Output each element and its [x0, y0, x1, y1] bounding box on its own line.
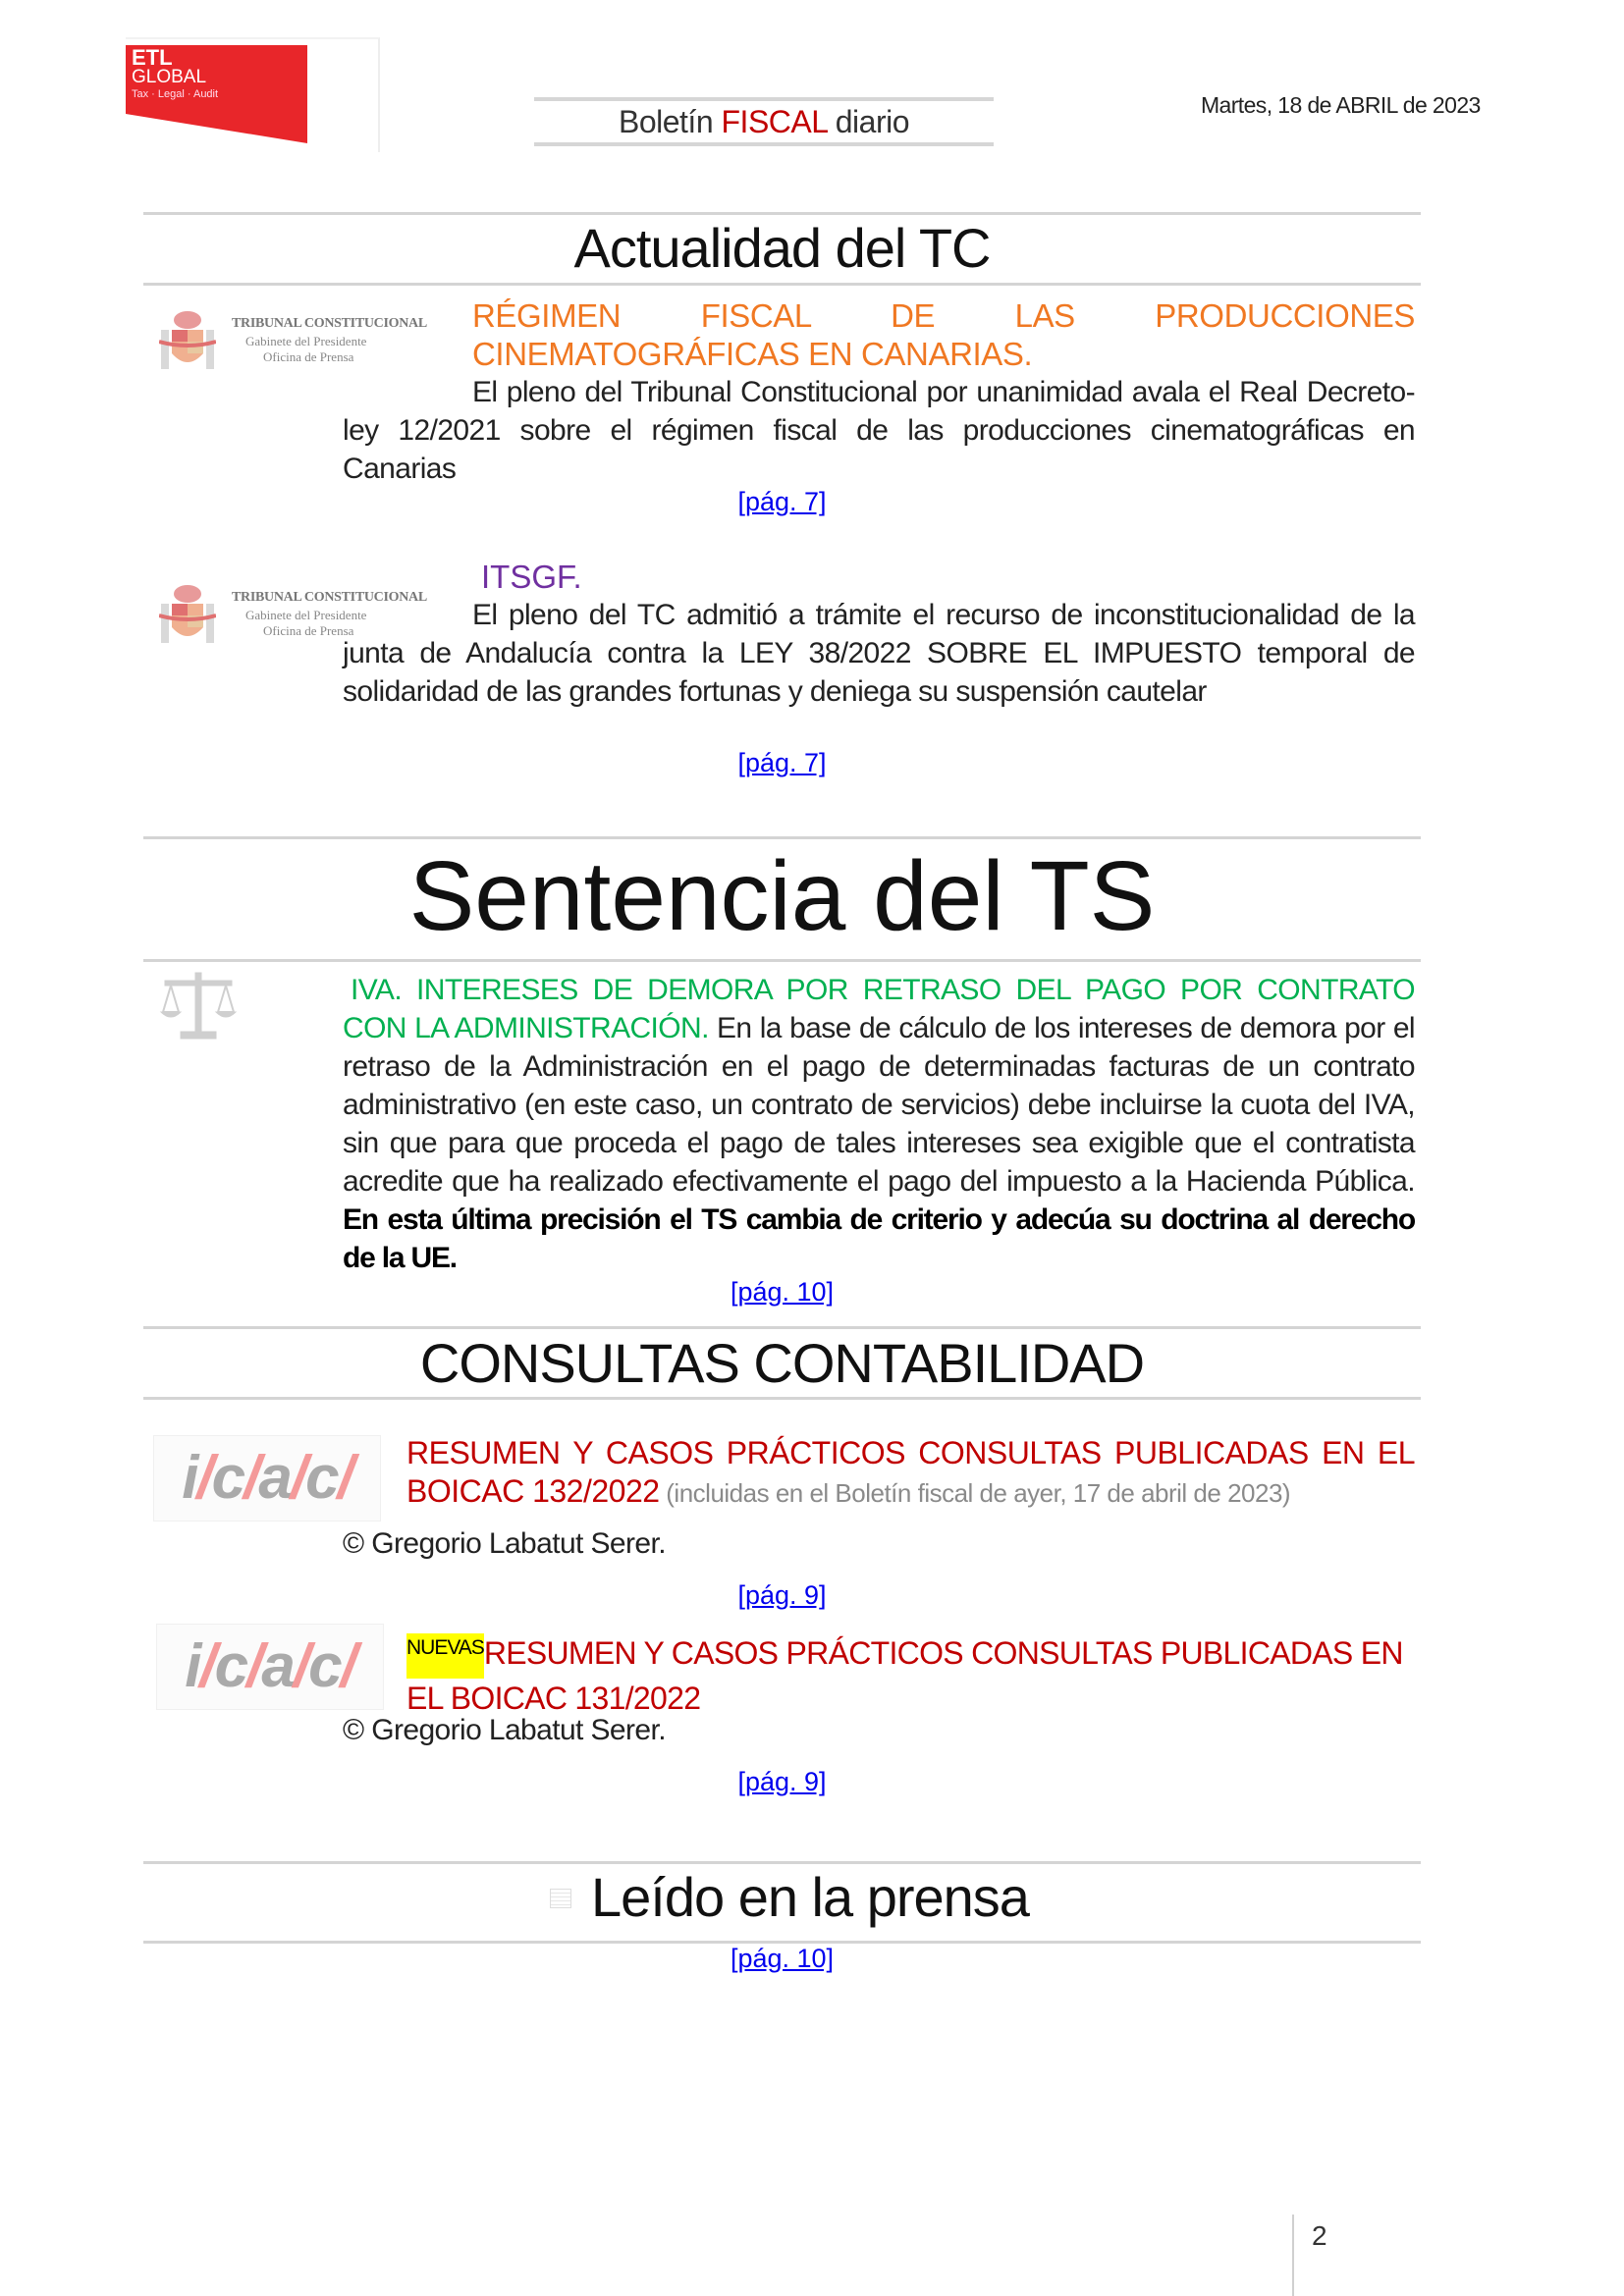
spanish-crest-icon — [159, 308, 216, 373]
tc-item-link[interactable] — [143, 748, 1421, 778]
icac-logo: i/c/a/c/ — [156, 1624, 384, 1710]
tc-logo-title: TRIBUNAL CONSTITUCIONAL — [232, 316, 427, 331]
bulletin-title — [534, 104, 994, 140]
tc-item-heading: RÉGIMEN FISCAL DE LAS PRODUCCIONES CINEMATOGRÁFICAS EN CANARIAS. — [472, 297, 1415, 372]
section-title-tc: Actualidad del TC — [573, 217, 991, 279]
consulta-item-heading — [406, 1434, 1415, 1513]
new-badge: NUEVAS — [406, 1633, 484, 1679]
page-link[interactable]: [pág. 9] — [737, 1580, 827, 1610]
scales-of-justice-icon — [159, 967, 238, 1045]
tc-logo-sub1: Gabinete del Presidente — [245, 608, 367, 622]
ts-item-body: En la base de cálculo de los intereses de demora por el retraso de la Administración en el pago de determinadas facturas de un contrato administrativo (en este caso, un contrato de servicios) debe incluirse la cuota del IVA, sin que para que proceda el pago de tales intereses sea exigible que el contratista acredite que ha realizado efectivamente el pago del impuesto a la Hacienda Pública. — [343, 1012, 1415, 1198]
consulta-note: (incluidas en el Boletín fiscal de ayer, 17 de abril de 2023) — [659, 1478, 1291, 1508]
footer-rule — [1292, 2215, 1294, 2296]
page-link[interactable]: [pág. 10] — [730, 1944, 835, 1973]
consulta-heading: RESUMEN Y CASOS PRÁCTICOS CONSULTAS PUBLICADAS EN EL BOICAC 131/2022 — [406, 1635, 1403, 1716]
newspaper-icon — [550, 1889, 571, 1908]
bulletin-suffix: diario — [827, 104, 909, 139]
bulletin-highlight: FISCAL — [721, 104, 828, 139]
consulta-item-heading — [406, 1633, 1415, 1718]
ts-item-body-bold: En esta última precisión el TS cambia de criterio y adecúa su doctrina al derecho de la UE. — [343, 1203, 1415, 1274]
divider — [143, 959, 1421, 962]
ts-item-text — [343, 971, 1415, 1277]
page-link[interactable]: [pág. 9] — [737, 1767, 827, 1796]
consulta-author: © Gregorio Labatut Serer. — [343, 1714, 666, 1746]
divider — [143, 1397, 1421, 1400]
etl-global-logo — [126, 37, 380, 152]
divider — [143, 212, 1421, 215]
tc-logo-sub2: Oficina de Prensa — [263, 349, 354, 364]
ts-item-link[interactable] — [143, 1277, 1421, 1308]
spanish-crest-icon — [159, 582, 216, 647]
consulta-link[interactable] — [143, 1580, 1421, 1611]
divider — [143, 1861, 1421, 1864]
icac-logo: i/c/a/c/ — [153, 1435, 381, 1522]
logo-tagline: Tax · Legal · Audit — [132, 88, 219, 100]
section-title-consultas: CONSULTAS CONTABILIDAD — [419, 1332, 1145, 1394]
press-link[interactable] — [143, 1944, 1421, 1974]
consulta-heading: RESUMEN Y CASOS PRÁCTICOS CONSULTAS PUBLICADAS EN EL BOICAC 132/2022 — [406, 1435, 1415, 1509]
tc-item-body: El pleno del TC admitió a trámite el recurso de inconstitucionalidad de la junta de Andalucía contra la LEY 38/2022 SOBRE EL IMPUESTO temporal de solidaridad de las grandes fortunas y deniega su suspensión cautelar — [343, 599, 1415, 708]
bulletin-prefix: Boletín — [618, 104, 722, 139]
ts-item-heading: IVA. INTERESES DE DEMORA POR RETRASO DEL PAGO POR CONTRATO CON LA ADMINISTRACIÓN. — [343, 974, 1415, 1044]
divider — [143, 283, 1421, 286]
consulta-link[interactable] — [143, 1767, 1421, 1797]
page-link[interactable]: [pág. 7] — [737, 487, 827, 516]
bulletin-title-top-rule — [534, 97, 994, 101]
tc-item-link[interactable] — [143, 487, 1421, 517]
logo-etl: ETL — [132, 45, 173, 70]
logo-global: GLOBAL — [132, 67, 207, 87]
tc-logo-sub1: Gabinete del Presidente — [245, 334, 367, 348]
page-link[interactable]: [pág. 10] — [730, 1277, 835, 1307]
tc-item-body: El pleno del Tribunal Constitucional por unanimidad avala el Real Decreto-ley 12/2021 sobre el régimen fiscal de las producciones cinematográficas en Canarias — [343, 376, 1415, 485]
page-number: 2 — [1312, 2220, 1327, 2251]
tribunal-constitucional-logo — [155, 302, 445, 381]
divider — [143, 1326, 1421, 1329]
page-link[interactable]: [pág. 7] — [737, 748, 827, 777]
consulta-author: © Gregorio Labatut Serer. — [343, 1527, 666, 1560]
date: Martes, 18 de ABRIL de 2023 — [1201, 92, 1481, 118]
tc-logo-sub2: Oficina de Prensa — [263, 623, 354, 638]
section-title-ts: Sentencia del TS — [408, 841, 1156, 951]
tc-item-heading: ITSGF. — [481, 559, 582, 595]
tc-logo-title: TRIBUNAL CONSTITUCIONAL — [232, 590, 427, 605]
section-title-press: Leído en la prensa — [591, 1866, 1029, 1928]
bulletin-title-bottom-rule — [534, 142, 994, 146]
